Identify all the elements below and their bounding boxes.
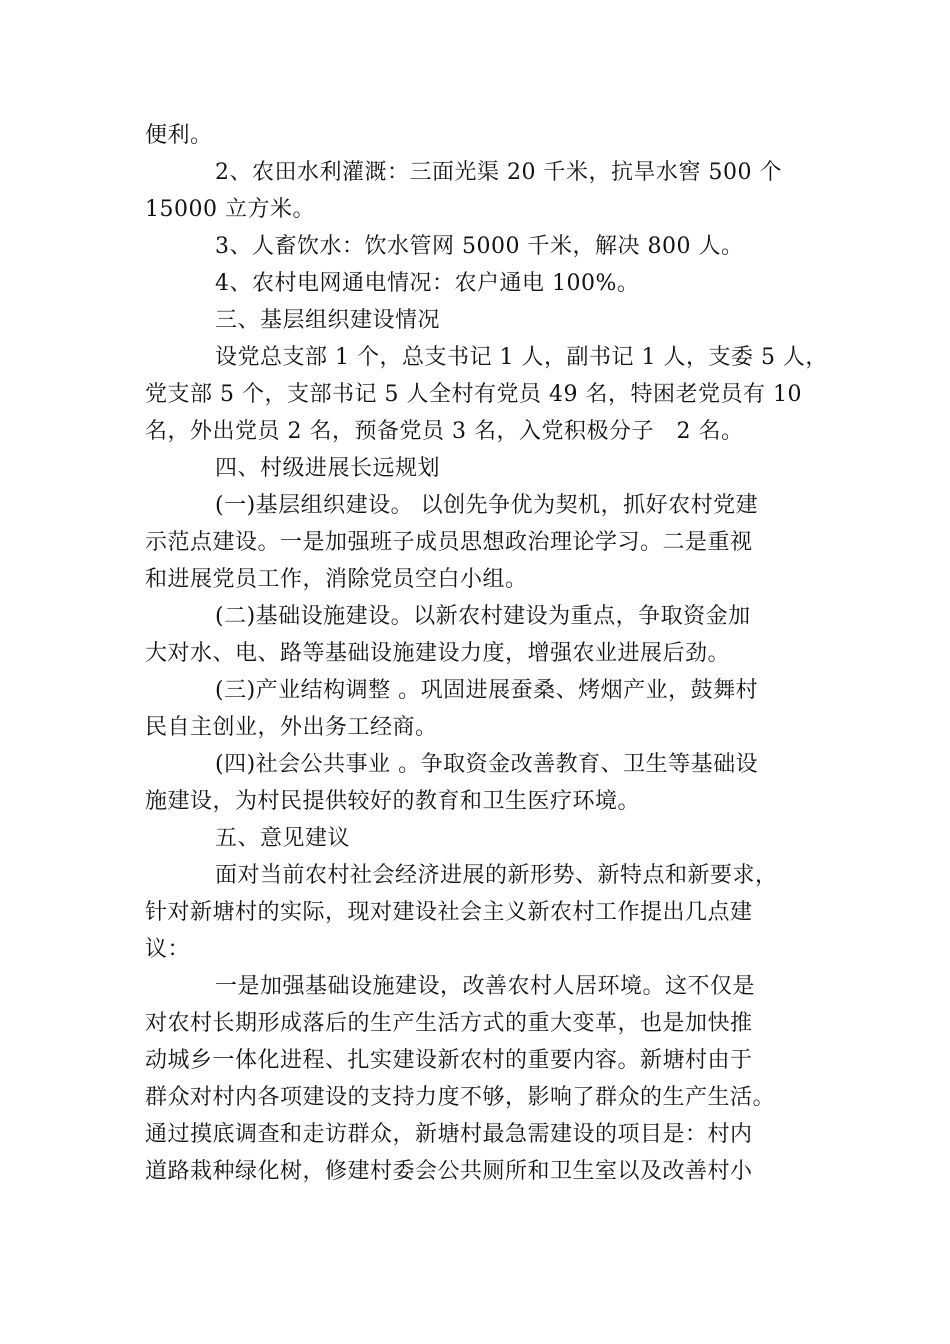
- text-line: 针对新塘村的实际，现对建设社会主义新农村工作提出几点建: [145, 900, 753, 925]
- text-line: 党支部 5 个，支部书记 5 人全村有党员 49 名，特困老党员有 10: [145, 382, 802, 407]
- text-line: 便利。: [145, 123, 213, 148]
- text-line: (四)社会公共事业 。争取资金改善教育、卫生等基础设: [215, 752, 759, 777]
- text-line: 动城乡一体化进程、扎实建设新农村的重要内容。新塘村由于: [145, 1048, 753, 1073]
- text-line: 15000 立方米。: [145, 197, 315, 222]
- text-line: 名，外出党员 2 名，预备党员 3 名，入党积极分子 2 名。: [145, 419, 744, 444]
- text-line: 道路栽种绿化树，修建村委会公共厕所和卫生室以及改善村小: [145, 1159, 753, 1184]
- text-line: 示范点建设。一是加强班子成员思想政治理论学习。二是重视: [145, 530, 753, 555]
- section-heading: 三、基层组织建设情况: [215, 308, 441, 333]
- text-line: 施建设，为村民提供较好的教育和卫生医疗环境。: [145, 789, 641, 814]
- text-line: 3、人畜饮水：饮水管网 5000 千米，解决 800 人。: [215, 234, 744, 259]
- text-line: 对农村长期形成落后的生产生活方式的重大变革，也是加快推: [145, 1011, 753, 1036]
- text-line: 面对当前农村社会经济进展的新形势、新特点和新要求，: [215, 863, 778, 888]
- text-line: 大对水、电、路等基础设施建设力度，增强农业进展后劲。: [145, 641, 731, 666]
- text-line: 一是加强基础设施建设，改善农村人居环境。这不仅是: [215, 974, 756, 999]
- text-line: 议：: [145, 937, 191, 962]
- text-line: 4、农村电网通电情况：农户通电 100%。: [215, 271, 640, 296]
- text-line: (三)产业结构调整 。巩固进展蚕桑、烤烟产业，鼓舞村: [215, 678, 759, 703]
- text-line: 设党总支部 1 个，总支书记 1 人，副书记 1 人，支委 5 人，: [215, 345, 828, 370]
- text-line: 2、农田水利灌溉：三面光渠 20 千米，抗旱水窖 500 个: [215, 160, 782, 185]
- text-line: 和进展党员工作，消除党员空白小组。: [145, 567, 528, 592]
- text-line: 民自主创业，外出务工经商。: [145, 715, 438, 740]
- text-line: (一)基层组织建设。 以创先争优为契机，抓好农村党建: [215, 493, 759, 518]
- text-line: (二)基础设施建设。以新农村建设为重点，争取资金加: [215, 604, 751, 629]
- section-heading: 四、村级进展长远规划: [215, 456, 441, 481]
- text-line: 群众对村内各项建设的支持力度不够，影响了群众的生产生活。: [145, 1085, 776, 1110]
- text-line: 通过摸底调查和走访群众，新塘村最急需建设的项目是：村内: [145, 1122, 753, 1147]
- section-heading: 五、意见建议: [215, 826, 351, 851]
